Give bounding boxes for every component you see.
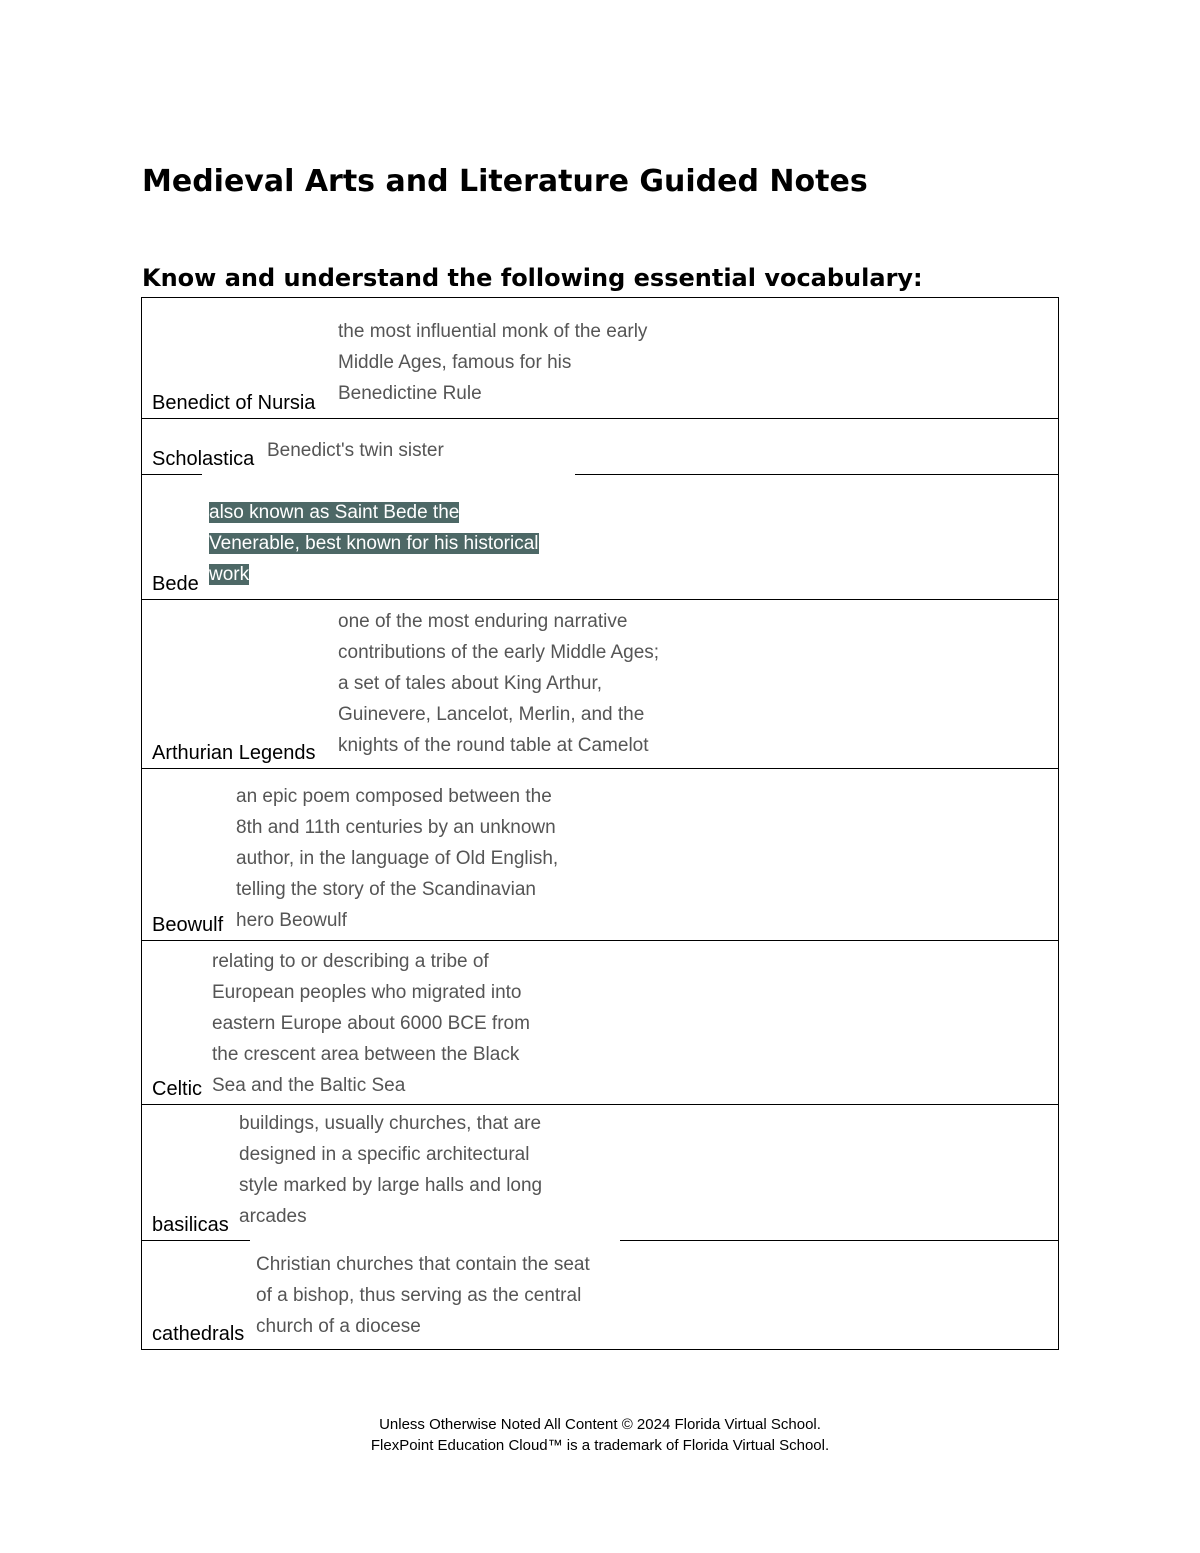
highlighted-line: Venerable, best known for his historical (209, 533, 539, 554)
section-heading: Know and understand the following essential vocabulary: (142, 264, 923, 292)
vocab-term: Arthurian Legends (152, 742, 316, 764)
vocab-term: Celtic (152, 1078, 203, 1100)
row-divider (142, 768, 1058, 769)
vocab-term: Scholastica (152, 448, 255, 470)
page-title: Medieval Arts and Literature Guided Notes (142, 164, 868, 199)
row-divider (142, 599, 1058, 600)
vocab-term: Bede (152, 573, 199, 595)
vocab-term: cathedrals (152, 1323, 245, 1345)
copyright-line: Unless Otherwise Noted All Content © 2024 Florida Virtual School. (379, 1416, 821, 1433)
highlighted-line: also known as Saint Bede the (209, 502, 460, 523)
row-divider (142, 940, 1058, 941)
row-divider (620, 1240, 1058, 1241)
vocab-definition: relating to or describing a tribe of European peoples who migrated into eastern Europe about 6000 BCE from the crescent area between the Black Sea and the Baltic Sea (212, 951, 530, 1096)
vocab-term: Benedict of Nursia (152, 392, 316, 414)
vocabulary-table (141, 297, 1059, 1350)
row-divider (575, 474, 1058, 475)
row-divider (142, 474, 202, 475)
vocab-definition-highlighted (209, 497, 539, 590)
trademark-line: FlexPoint Education Cloud™ is a trademark of Florida Virtual School. (370, 1437, 830, 1454)
row-divider (142, 1240, 250, 1241)
vocab-definition: one of the most enduring narrative contributions of the early Middle Ages; a set of tales about King Arthur, Guinevere, Lancelot, Merlin, and the knights of the round table at Camelot (338, 611, 660, 756)
vocab-definition: buildings, usually churches, that are designed in a specific architectural style marked by large halls and long arcades (239, 1113, 543, 1227)
page-footer (0, 1414, 1200, 1456)
vocab-definition: Christian churches that contain the seat of a bishop, thus serving as the central church of a diocese (256, 1254, 590, 1337)
vocab-term: basilicas (152, 1214, 229, 1236)
row-divider (142, 418, 1058, 419)
row-divider (142, 1104, 1058, 1105)
highlighted-line: work (209, 564, 250, 585)
vocab-term: Beowulf (152, 914, 224, 936)
vocab-definition: the most influential monk of the early Middle Ages, famous for his Benedictine Rule (338, 321, 648, 404)
vocab-definition: an epic poem composed between the 8th and 11th centuries by an unknown author, in the language of Old English, telling the story of the Scandinavian hero Beowulf (236, 786, 559, 931)
vocab-definition: Benedict's twin sister (267, 440, 444, 461)
